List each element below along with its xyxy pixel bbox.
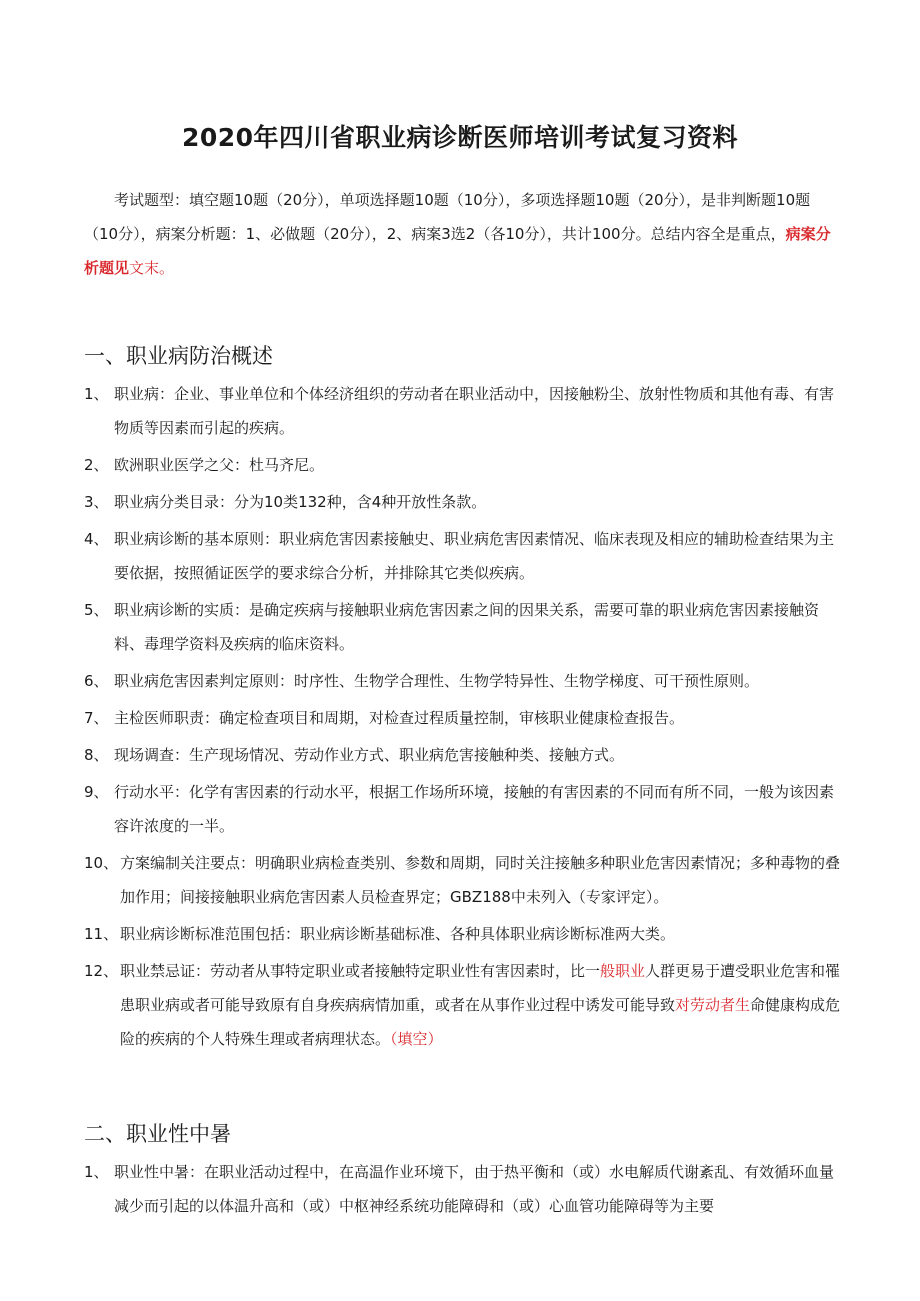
item-number: 9、 (84, 783, 109, 801)
list-item (84, 954, 844, 1056)
list-item (84, 917, 844, 951)
item-text: 现场调查：生产现场情况、劳动作业方式、职业病危害接触种类、接触方式。 (114, 746, 625, 764)
item-number: 6、 (84, 672, 109, 690)
item-text: 职业病危害因素判定原则：时序性、生物学合理性、生物学特异性、生物学梯度、可干预性原则。 (114, 672, 760, 690)
item-text: 职业病诊断标准范围包括：职业病诊断基础标准、各种具体职业病诊断标准两大类。 (120, 925, 676, 943)
item-number: 11、 (84, 925, 119, 943)
item-text: 职业病诊断的基本原则：职业病危害因素接触史、职业病危害因素情况、临床表现及相应的辅助检查结果为主要依据，按照循证医学的要求综合分析，并排除其它类似疾病。 (114, 530, 835, 582)
section1-list (84, 377, 844, 1059)
intro-paragraph (84, 183, 844, 285)
list-item (84, 846, 844, 914)
item-text: 职业性中暑：在职业活动过程中，在高温作业环境下，由于热平衡和（或）水电解质代谢紊乱、有效循环血量减少而引起的以体温升高和（或）中枢神经系统功能障碍和（或）心血管功能障碍等为主要 (114, 1163, 835, 1215)
section2-list (84, 1155, 844, 1226)
list-item (84, 775, 844, 843)
list-item (84, 1155, 844, 1223)
item-number: 12、 (84, 962, 119, 980)
list-item (84, 485, 844, 519)
item-text: 职业禁忌证：劳动者从事特定职业或者接触特定职业性有害因素时，比一 (120, 962, 601, 980)
list-item (84, 701, 844, 735)
section1-heading: 一、职业病防治概述 (84, 344, 273, 368)
list-item (84, 377, 844, 445)
item-number: 3、 (84, 493, 109, 511)
item-text: 人群更易于遭受职业危害和罹患职业病或者可能导致原有自身疾病病情加重，或者在从事作业过程中诱发可能导致 (120, 962, 841, 1014)
item-number: 2、 (84, 456, 109, 474)
item-number: 1、 (84, 1163, 109, 1181)
item-number: 8、 (84, 746, 109, 764)
document-title: 2020年四川省职业病诊断医师培训考试复习资料 (181, 123, 739, 152)
list-item (84, 738, 844, 772)
item-number: 4、 (84, 530, 109, 548)
item-text: 职业病诊断的实质：是确定疾病与接触职业病危害因素之间的因果关系，需要可靠的职业病危害因素接触资料、毒理学资料及疾病的临床资料。 (114, 601, 820, 653)
item-number: 10、 (84, 854, 119, 872)
list-item (84, 593, 844, 661)
list-item (84, 522, 844, 590)
item-red-text: 对劳动者生 (675, 996, 751, 1014)
list-item (84, 664, 844, 698)
item-number: 1、 (84, 385, 109, 403)
item-red-text: 般职业 (600, 962, 646, 980)
item-text: 行动水平：化学有害因素的行动水平，根据工作场所环境，接触的有害因素的不同而有所不同，一般为该因素容许浓度的一半。 (114, 783, 835, 835)
item-number: 7、 (84, 709, 109, 727)
intro-red-bold: 病案分析题见 (84, 225, 831, 277)
item-text: 方案编制关注要点：明确职业病检查类别、参数和周期，同时关注接触多种职业危害因素情况；多种毒物的叠加作用；间接接触职业病危害因素人员检查界定；GBZ188中未列入（专家评定）。 (120, 854, 841, 906)
intro-text: 考试题型：填空题10题（20分），单项选择题10题（10分），多项选择题10题（20分），是非判断题10题（10分），病案分析题：1、必做题（20分），2、病案3选2（各10分），共计100分。总结内容全是重点， (84, 191, 811, 243)
intro-red: 文末。 (129, 259, 175, 277)
section2-heading: 二、职业性中暑 (84, 1122, 231, 1146)
item-text: 职业病分类目录：分为10类132种，含4种开放性条款。 (114, 493, 487, 511)
list-item (84, 448, 844, 482)
item-red-text: （填空） (390, 1030, 443, 1048)
item-text: 命健康构成危险的疾病的个人特殊生理或者病理状态。 (120, 996, 841, 1048)
item-number: 5、 (84, 601, 109, 619)
item-text: 职业病：企业、事业单位和个体经济组织的劳动者在职业活动中，因接触粉尘、放射性物质和其他有毒、有害物质等因素而引起的疾病。 (114, 385, 835, 437)
item-text: 欧洲职业医学之父：杜马齐尼。 (114, 456, 325, 474)
item-text: 主检医师职责：确定检查项目和周期，对检查过程质量控制，审核职业健康检查报告。 (114, 709, 685, 727)
